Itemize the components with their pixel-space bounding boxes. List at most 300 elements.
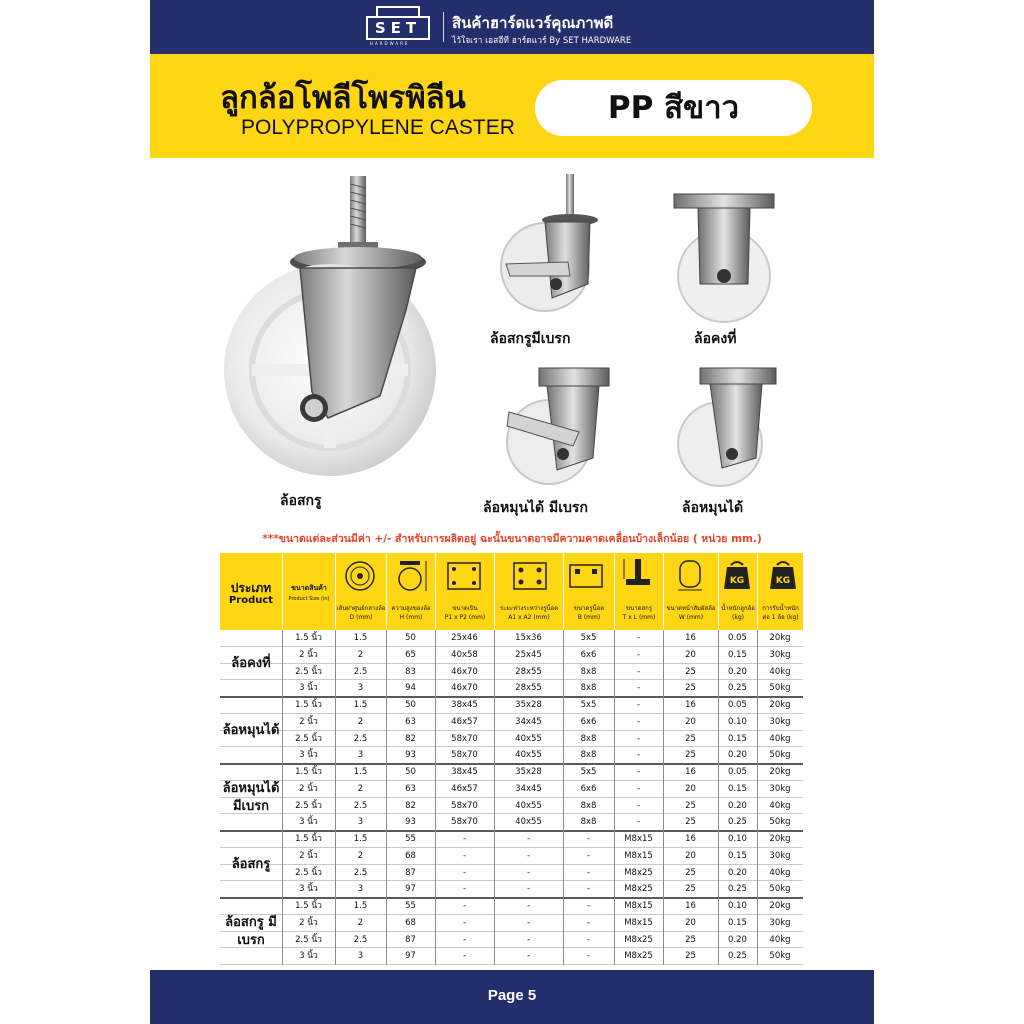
table-cell-p: 46x70 [451,666,478,677]
table-cell-d: 2.5 [353,800,368,811]
table-cell-kg: 0.20 [728,750,747,761]
table-cell-b: - [586,901,591,911]
table-cell-t: - [636,817,641,828]
table-cell-t: M8x25 [624,884,653,895]
table-row [220,664,803,681]
col-divider [563,630,564,965]
label-fixed: ล้อคงที่ [694,331,737,347]
svg-text:KG: KG [775,576,791,586]
table-cell-kg: 0.25 [728,951,747,962]
table-cell-kg: 0.10 [728,716,747,727]
table-cell-t: - [636,633,641,643]
table-cell-h: 65 [405,649,416,660]
table-cell-b: 6x6 [580,649,597,660]
table-row [220,865,803,882]
table-cell-a: - [526,834,531,844]
table-cell-load: 20kg [769,901,791,911]
col-h-en: H (mm) [399,614,423,621]
col-divider [282,630,283,965]
table-row [220,647,803,664]
table-cell-b: 5x5 [580,700,597,710]
table-cell-b: - [586,951,591,962]
table-cell-load: 40kg [769,934,791,945]
label-swivel: ล้อหมุนได้ [682,500,744,516]
table-cell-p: 58x70 [451,750,478,761]
table-cell-kg: 0.25 [728,884,747,895]
table-cell-h: 63 [405,716,416,727]
table-cell-t: - [636,783,641,794]
col-divider [614,630,615,965]
table-cell-size: 3 นิ้ว [299,817,318,828]
label-swivel-brake: ล้อหมุนได้ มีเบรก [483,500,588,516]
table-cell-b: 8x8 [580,666,597,677]
table-cell-h: 50 [405,767,416,777]
table-cell-size: 2 นิ้ว [299,850,318,861]
table-cell-a: - [526,867,531,878]
table-cell-size: 2.5 นิ้ว [295,800,322,811]
table-cell-p: - [462,884,467,895]
table-cell-size: 2.5 นิ้ว [295,733,322,744]
group-label: ล้อหมุนได้ [222,722,280,738]
table-cell-load: 20kg [769,633,791,643]
group-label: ล้อสกรู [231,856,271,872]
table-cell-t: - [636,750,641,761]
col-load-th: การรับน้ำหนัก [762,605,799,612]
table-cell-h: 93 [405,817,416,828]
table-row [220,932,803,949]
table-cell-p: 46x57 [451,783,478,794]
svg-text:KG: KG [729,576,745,586]
table-cell-w: 25 [685,817,696,828]
table-cell-size: 3 นิ้ว [299,884,318,895]
table-row [220,764,803,781]
table-row [220,747,803,764]
table-cell-t: - [636,733,641,744]
col-w-th: ขนาดหน้าสัมผัสล้อ [666,605,716,612]
table-cell-d: 1.5 [353,700,368,710]
table-cell-b: - [586,884,591,895]
col-b-th: ขนาดรูน็อต [573,605,605,612]
fixed-caster-photo [668,188,780,328]
col-p-th: ขนาดเปิน [452,605,478,612]
table-cell-a: 15x36 [515,633,542,643]
screw-size-icon [616,557,660,593]
table-cell-t: M8x15 [624,850,653,861]
table-row [220,798,803,815]
header-divider [443,12,444,42]
col-h-th: ความสูงของล้อ [391,605,431,612]
table-cell-kg: 0.20 [728,800,747,811]
table-cell-kg: 0.25 [728,683,747,694]
table-cell-h: 87 [405,867,416,878]
tagline: สินค้าฮาร์ดแวร์คุณภาพดี [452,14,614,32]
table-cell-size: 2 นิ้ว [299,917,318,928]
table-cell-a: - [526,884,531,895]
header-size-th: ขนาดสินค้า [291,584,327,592]
col-a-th: ระยะห่างระหว่างรูน็อต [499,605,559,612]
table-cell-b: - [586,917,591,928]
table-cell-d: 2.5 [353,733,368,744]
table-cell-h: 68 [405,850,416,861]
header-sep [494,553,495,630]
kg-load-icon [768,559,798,591]
table-cell-w: 25 [685,733,696,744]
table-cell-kg: 0.15 [728,733,747,744]
table-cell-d: 2 [357,850,364,861]
table-cell-p: - [462,917,467,928]
table-cell-p: 46x70 [451,683,478,694]
table-cell-size: 1.5 นิ้ว [295,834,322,844]
table-cell-h: 82 [405,733,416,744]
bolt-spacing-icon [508,559,552,593]
table-cell-kg: 0.15 [728,917,747,928]
kg-weight-icon [722,559,752,591]
table-cell-d: 2 [357,716,364,727]
table-cell-b: 8x8 [580,800,597,811]
table-cell-size: 1.5 นิ้ว [295,767,322,777]
table-cell-w: 16 [685,633,696,643]
table-cell-p: 46x57 [451,716,478,727]
table-cell-h: 87 [405,934,416,945]
table-cell-w: 20 [685,850,696,861]
table-cell-p: 58x70 [451,800,478,811]
table-cell-d: 3 [357,817,364,828]
table-cell-a: - [526,934,531,945]
table-cell-b: 8x8 [580,750,597,761]
table-cell-p: 40x58 [451,649,478,660]
table-cell-h: 97 [405,951,416,962]
table-cell-h: 82 [405,800,416,811]
col-kg-en: (kg) [732,614,744,621]
table-cell-b: 6x6 [580,716,597,727]
table-cell-h: 55 [405,901,416,911]
table-cell-t: - [636,683,641,694]
header-sep [435,553,436,630]
table-cell-p: 58x70 [451,733,478,744]
header-sep [563,553,564,630]
table-cell-d: 1.5 [353,767,368,777]
table-cell-size: 2 นิ้ว [299,716,318,727]
table-row [220,915,803,932]
table-cell-size: 3 นิ้ว [299,683,318,694]
header-sep [282,553,283,630]
table-cell-a: 34x45 [515,783,542,794]
table-cell-h: 83 [405,666,416,677]
screw-caster-photo [220,170,470,490]
col-load-en: ต่อ 1 ล้อ (kg) [762,614,799,621]
table-cell-w: 25 [685,867,696,878]
table-cell-kg: 0.20 [728,867,747,878]
table-cell-kg: 0.10 [728,901,747,911]
swivel-caster-photo [670,362,782,492]
table-cell-kg: 0.05 [728,633,747,643]
table-cell-w: 20 [685,716,696,727]
table-cell-load: 40kg [769,733,791,744]
table-cell-d: 3 [357,884,364,895]
table-cell-h: 93 [405,750,416,761]
table-cell-kg: 0.15 [728,850,747,861]
table-cell-load: 20kg [769,700,791,710]
col-divider [663,630,664,965]
table-row [220,881,803,898]
table-cell-h: 63 [405,783,416,794]
table-cell-kg: 0.05 [728,767,747,777]
table-cell-d: 1.5 [353,633,368,643]
table-cell-load: 30kg [769,917,791,928]
table-cell-p: 38x45 [451,700,478,710]
wheel-diameter-icon [338,559,382,593]
table-cell-b: 8x8 [580,683,597,694]
table-row [220,697,803,714]
table-cell-t: - [636,700,641,710]
table-cell-size: 1.5 นิ้ว [295,700,322,710]
table-cell-w: 25 [685,951,696,962]
table-cell-p: - [462,834,467,844]
table-cell-b: 6x6 [580,783,597,794]
table-row [220,898,803,915]
header-bar [150,0,874,54]
table-row [220,831,803,848]
col-a-en: A1 x A2 (mm) [508,614,550,621]
table-cell-a: - [526,901,531,911]
table-cell-t: - [636,800,641,811]
table-cell-t: - [636,666,641,677]
set-hardware-logo [366,12,440,46]
table-row [220,731,803,748]
table-cell-load: 50kg [769,884,791,895]
table-cell-b: - [586,834,591,844]
table-cell-load: 40kg [769,800,791,811]
table-cell-t: M8x15 [624,901,653,911]
table-cell-load: 40kg [769,867,791,878]
spec-table [220,553,803,965]
table-cell-p: - [462,850,467,861]
table-cell-p: - [462,951,467,962]
table-cell-load: 50kg [769,951,791,962]
table-cell-b: 5x5 [580,633,597,643]
table-row [220,781,803,798]
table-cell-w: 25 [685,750,696,761]
table-cell-kg: 0.25 [728,817,747,828]
logo-subtext: HARDWARE [370,41,410,46]
header-size-en: Product Size (in) [288,596,330,602]
table-cell-h: 94 [405,683,416,694]
table-cell-kg: 0.20 [728,666,747,677]
label-screw: ล้อสกรู [280,493,322,509]
table-cell-kg: 0.05 [728,700,747,710]
table-cell-size: 2 นิ้ว [299,649,318,660]
table-cell-a: 35x28 [515,700,542,710]
table-cell-w: 25 [685,884,696,895]
table-cell-a: 28x55 [515,683,542,694]
col-b-en: B (mm) [577,614,601,621]
table-cell-h: 97 [405,884,416,895]
table-cell-b: - [586,850,591,861]
plate-size-icon [442,559,486,593]
table-cell-size: 1.5 นิ้ว [295,633,322,643]
bolt-hole-icon [564,559,608,593]
logo-text: SET [366,16,430,40]
header-sep [614,553,615,630]
col-d-th: เส้นผ่าศูนย์กลางล้อ [336,605,386,612]
table-cell-size: 2.5 นิ้ว [295,867,322,878]
table-cell-d: 2 [357,783,364,794]
table-cell-b: 8x8 [580,817,597,828]
title-english: POLYPROPYLENE CASTER [241,116,515,139]
table-cell-load: 30kg [769,850,791,861]
table-cell-t: - [636,649,641,660]
table-row [220,680,803,697]
table-cell-d: 3 [357,750,364,761]
table-cell-load: 50kg [769,683,791,694]
table-cell-w: 25 [685,666,696,677]
table-cell-h: 50 [405,700,416,710]
table-cell-d: 1.5 [353,901,368,911]
table-cell-w: 16 [685,767,696,777]
table-cell-a: 40x55 [515,733,542,744]
table-cell-b: 8x8 [580,733,597,744]
table-cell-load: 50kg [769,817,791,828]
tolerance-note: ***ขนาดแต่ละส่วนมีค่า +/- สำหรับการผลิตอยู่ ฉะนั้นขนาดอาจมีความคาดเคลื่อนบ้างเล็กน้อย ( หน่วย mm.) [262,533,762,545]
table-cell-a: 40x55 [515,817,542,828]
table-cell-a: 40x55 [515,800,542,811]
table-row [220,948,803,965]
table-cell-b: 5x5 [580,767,597,777]
table-cell-load: 50kg [769,750,791,761]
table-cell-w: 25 [685,800,696,811]
table-cell-a: - [526,917,531,928]
col-divider [494,630,495,965]
col-divider [435,630,436,965]
table-cell-w: 20 [685,917,696,928]
title-thai: ลูกล้อโพลีโพรพิลีน [220,80,466,116]
col-divider [335,630,336,965]
logo-roof-shape [376,6,420,16]
table-cell-a: 28x55 [515,666,542,677]
table-cell-p: 58x70 [451,817,478,828]
label-screw-brake: ล้อสกรูมีเบรก [490,331,571,347]
table-cell-t: - [636,716,641,727]
table-cell-size: 3 นิ้ว [299,750,318,761]
catalog-page [150,0,874,1024]
table-cell-d: 2.5 [353,666,368,677]
tread-width-icon [668,557,712,593]
table-cell-t: M8x25 [624,934,653,945]
table-cell-b: - [586,867,591,878]
group-label: ล้อสกรู มีเบรก [225,914,277,948]
table-cell-size: 3 นิ้ว [299,951,318,962]
table-cell-size: 1.5 นิ้ว [295,901,322,911]
col-kg-th: น้ำหนักลูกล้อ [721,605,755,612]
table-cell-w: 16 [685,700,696,710]
table-cell-load: 20kg [769,767,791,777]
table-cell-a: 40x55 [515,750,542,761]
footer-bar [150,970,874,1024]
col-t-en: T x L (mm) [622,614,656,621]
header-sep [386,553,387,630]
table-cell-p: - [462,867,467,878]
swivel-brake-caster-photo [495,362,615,492]
table-cell-load: 30kg [769,716,791,727]
table-cell-h: 68 [405,917,416,928]
table-cell-load: 30kg [769,783,791,794]
header-type-th: ประเภท [230,581,272,595]
table-cell-d: 2.5 [353,867,368,878]
group-label: ล้อหมุนได้ มีเบรก [222,780,280,814]
table-cell-t: - [636,767,641,777]
table-cell-a: 35x28 [515,767,542,777]
table-cell-p: 25x46 [451,633,478,643]
table-cell-d: 1.5 [353,834,368,844]
table-cell-w: 20 [685,649,696,660]
table-cell-w: 25 [685,934,696,945]
header-sep [718,553,719,630]
col-p-en: P1 x P2 (mm) [444,614,486,621]
col-divider [718,630,719,965]
table-cell-kg: 0.20 [728,934,747,945]
table-row [220,814,803,831]
table-row [220,714,803,731]
table-cell-b: - [586,934,591,945]
table-cell-a: - [526,850,531,861]
table-cell-d: 3 [357,683,364,694]
header-sep [663,553,664,630]
screw-brake-caster-photo [490,172,610,322]
col-t-th: ขนาดสกรู [626,605,652,612]
table-cell-kg: 0.15 [728,649,747,660]
header-type-en: Product [228,595,274,606]
table-row [220,848,803,865]
table-cell-w: 20 [685,783,696,794]
table-cell-h: 50 [405,633,416,643]
table-cell-kg: 0.10 [728,834,747,844]
table-cell-d: 2 [357,649,364,660]
table-cell-p: - [462,934,467,945]
table-cell-h: 55 [405,834,416,844]
table-cell-size: 2 นิ้ว [299,783,318,794]
variant-pill: PP สีขาว [535,80,812,136]
page-number: Page 5 [487,987,537,1004]
table-row [220,630,803,647]
table-cell-d: 2 [357,917,364,928]
col-d-en: D (mm) [349,614,373,621]
header-sep [757,553,758,630]
group-label: ล้อคงที่ [231,655,271,671]
table-cell-load: 30kg [769,649,791,660]
table-cell-size: 2.5 นิ้ว [295,934,322,945]
table-cell-kg: 0.15 [728,783,747,794]
wheel-height-icon [388,559,432,593]
table-cell-w: 16 [685,834,696,844]
table-cell-w: 16 [685,901,696,911]
col-divider [757,630,758,965]
header-sep [335,553,336,630]
table-cell-p: 38x45 [451,767,478,777]
table-cell-d: 3 [357,951,364,962]
table-cell-a: - [526,951,531,962]
table-cell-load: 20kg [769,834,791,844]
table-cell-load: 40kg [769,666,791,677]
table-cell-t: M8x15 [624,834,653,844]
table-cell-t: M8x15 [624,917,653,928]
table-cell-a: 34x45 [515,716,542,727]
table-cell-d: 2.5 [353,934,368,945]
table-cell-w: 25 [685,683,696,694]
table-cell-p: - [462,901,467,911]
sub-tagline: ไว้ใจเรา เอสอีที ฮาร์ดแวร์ By SET HARDWARE [452,36,632,46]
col-w-en: W (mm) [678,614,704,621]
table-cell-size: 2.5 นิ้ว [295,666,322,677]
